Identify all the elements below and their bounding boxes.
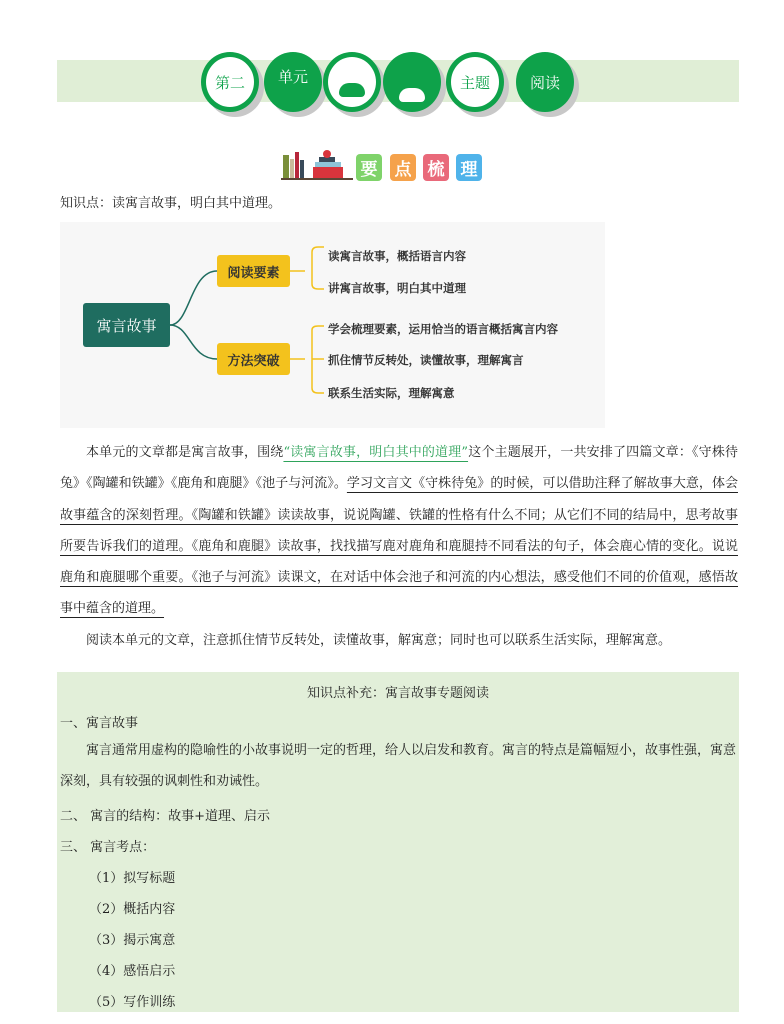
mindmap	[60, 222, 605, 428]
list-item: （5）写作训练	[89, 995, 176, 1010]
section-title-char: 点	[390, 154, 416, 181]
mindmap-leaf: 读寓言故事，概括语言内容	[328, 249, 466, 263]
supplement-heading: 三、 寓言考点：	[60, 840, 156, 855]
intro-text: 这个主题展开，一共安排了四篇文章：《守株待兔》《陶罐和铁罐》《鹿角和鹿腿》《池子与河流》。	[60, 445, 738, 492]
header-circle: 主题	[446, 52, 504, 112]
list-item: （1）拟写标题	[89, 871, 176, 886]
list-item: （3）揭示寓意	[89, 933, 176, 948]
header-circle-decor	[323, 52, 381, 112]
supplement-heading: 二、 寓言的结构：故事+道理、启示	[60, 809, 271, 824]
intro-paragraph	[60, 437, 738, 625]
list-item: （2）概括内容	[89, 902, 176, 917]
knowledge-point: 知识点：读寓言故事，明白其中道理。	[60, 196, 282, 211]
supplement-body: 寓言通常用虚构的隐喻性的小故事说明一定的哲理，给人以启发和教育。寓言的特点是篇幅短小，故事性强，寓意深刻，具有较强的讽刺性和劝诫性。	[60, 743, 737, 789]
intro-paragraph-2: 阅读本单元的文章，注意抓住情节反转处，读懂故事，解寓意；同时也可以联系生活实际，理解寓意。	[86, 633, 672, 648]
header-circle: 阅读	[516, 52, 574, 112]
section-title-char: 梳	[423, 154, 449, 181]
mindmap-branch: 阅读要素	[217, 255, 290, 287]
section-title-char: 要	[356, 154, 382, 181]
supplement-box	[57, 672, 739, 1012]
section-title-char: 理	[456, 154, 482, 181]
intro-text: 本单元的文章都是寓言故事，围绕	[86, 445, 284, 460]
supplement-title: 知识点补充：寓言故事专题阅读	[306, 686, 489, 701]
books-icon	[281, 150, 353, 180]
header-circle: 第二	[201, 52, 259, 112]
intro-underlined: 学习文言文《守株待兔》的时候，可以借助注释了解故事大意，体会故事蕴含的深刻哲理。《陶罐和铁罐》读读故事，说说陶罐、铁罐的性格有什么不同；从它们不同的结局中，思考故事所要告诉我们的道理。《鹿角和鹿腿》读故事，找找描写鹿对鹿角和鹿腿持不同看法的句子，体会鹿心情的变化。说说鹿角和鹿腿哪个重要。《池子与河流》读课文，在对话中体会池子和河流的内心想法，感受他们不同的价值观，感悟故事中蕴含的道理。	[60, 476, 738, 617]
mindmap-leaf: 抓住情节反转处，读懂故事，理解寓言	[328, 353, 524, 367]
header-circle: 单元	[264, 52, 322, 112]
hump-icon	[339, 83, 365, 97]
intro-theme: “读寓言故事，明白其中的道理”	[283, 445, 469, 460]
mindmap-leaf: 学会梳理要素，运用恰当的语言概括寓言内容	[328, 322, 558, 336]
header-circle-decor	[383, 52, 441, 112]
mindmap-leaf: 联系生活实际，理解寓意	[328, 386, 455, 400]
mindmap-root: 寓言故事	[83, 303, 170, 347]
supplement-heading: 一、寓言故事	[60, 716, 139, 731]
list-item: （4）感悟启示	[89, 964, 176, 979]
mindmap-leaf: 讲寓言故事，明白其中道理	[328, 281, 466, 295]
mindmap-branch: 方法突破	[217, 343, 290, 375]
hump-icon	[399, 88, 425, 102]
